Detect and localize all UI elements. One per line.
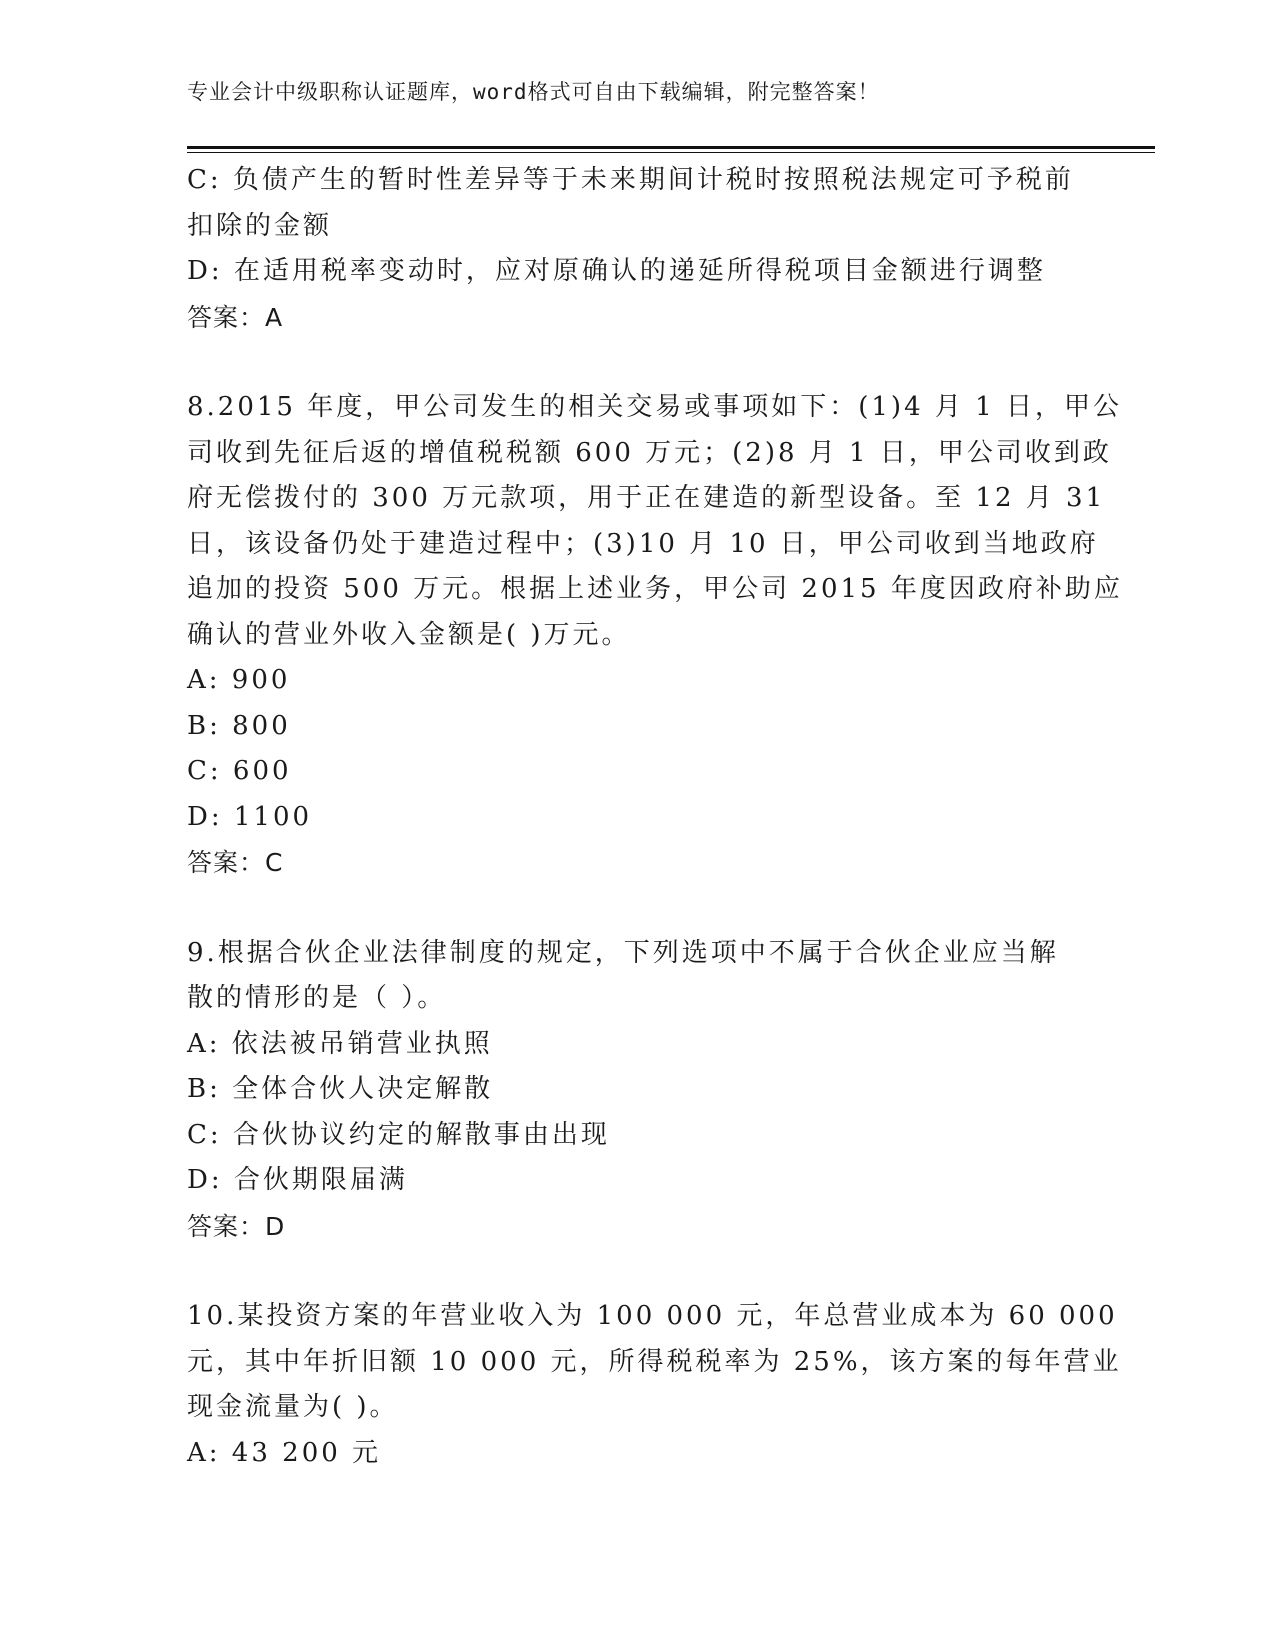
- q8-stem-line: 确认的营业外收入金额是( )万元。: [187, 619, 631, 650]
- document-body: [187, 158, 1123, 1476]
- q8-option-c: C: 600: [187, 756, 292, 786]
- q9-stem-line: 散的情形的是（ ）。: [187, 983, 447, 1013]
- q9-option-c: C: 合伙协议约定的解散事由出现: [187, 1119, 610, 1150]
- page-header: 专业会计中级职称认证题库，word格式可自由下载编辑，附完整答案！: [187, 80, 880, 104]
- q7-option-c-line-2: 扣除的金额: [187, 210, 333, 241]
- q10-stem-line: 现金流量为( )。: [187, 1392, 399, 1422]
- q7-option-c-line-1: C: 负债产生的暂时性差异等于未来期间计税时按照税法规定可予税前: [187, 165, 1074, 195]
- q7-option-d: D: 在适用税率变动时，应对原确认的递延所得税项目金额进行调整: [187, 256, 1046, 286]
- question-9: [187, 931, 1087, 1250]
- q8-option-d: D: 1100: [187, 801, 313, 832]
- q9-option-a: A: 依法被吊销营业执照: [187, 1028, 493, 1059]
- question-8: [187, 385, 1123, 886]
- q8-stem-line: 府无偿拨付的 300 万元款项，用于正在建造的新型设备。至 12 月 31: [187, 483, 1106, 513]
- header-rule-thick: [187, 146, 1155, 149]
- q8-stem-line: 司收到先征后返的增值税税额 600 万元；(2)8 月 1 日，甲公司收到政: [187, 437, 1112, 468]
- q9-option-b: B: 全体合伙人决定解散: [187, 1074, 494, 1104]
- q7-answer: 答案：A: [187, 302, 284, 332]
- question-10: [187, 1294, 1122, 1476]
- q8-stem-line: 8.2015 年度，甲公司发生的相关交易或事项如下：(1)4 月 1 日，甲公: [187, 392, 1122, 422]
- q10-option-a: A: 43 200 元: [187, 1437, 382, 1468]
- header-rule-thin: [187, 152, 1155, 153]
- q8-stem-line: 日，该设备仍处于建造过程中；(3)10 月 10 日，甲公司收到当地政府: [187, 528, 1099, 559]
- spacer: [187, 886, 1087, 931]
- spacer: [187, 340, 1087, 385]
- q8-option-a: A: 900: [187, 665, 291, 695]
- q8-stem-line: 追加的投资 500 万元。根据上述业务，甲公司 2015 年度因政府补助应: [187, 574, 1123, 604]
- question-7-tail: [187, 158, 1087, 340]
- spacer: [187, 1249, 1087, 1294]
- q9-stem-line: 9.根据合伙企业法律制度的规定，下列选项中不属于合伙企业应当解: [187, 937, 1059, 968]
- q9-option-d: D: 合伙期限届满: [187, 1165, 408, 1195]
- q10-stem-line: 10.某投资方案的年营业收入为 100 000 元，年总营业成本为 60 000: [187, 1301, 1118, 1331]
- q9-answer: 答案：D: [187, 1211, 286, 1241]
- q8-option-b: B: 800: [187, 710, 291, 741]
- q8-answer: 答案：C: [187, 848, 284, 877]
- q10-stem-line: 元，其中年折旧额 10 000 元，所得税税率为 25%，该方案的每年营业: [187, 1346, 1122, 1377]
